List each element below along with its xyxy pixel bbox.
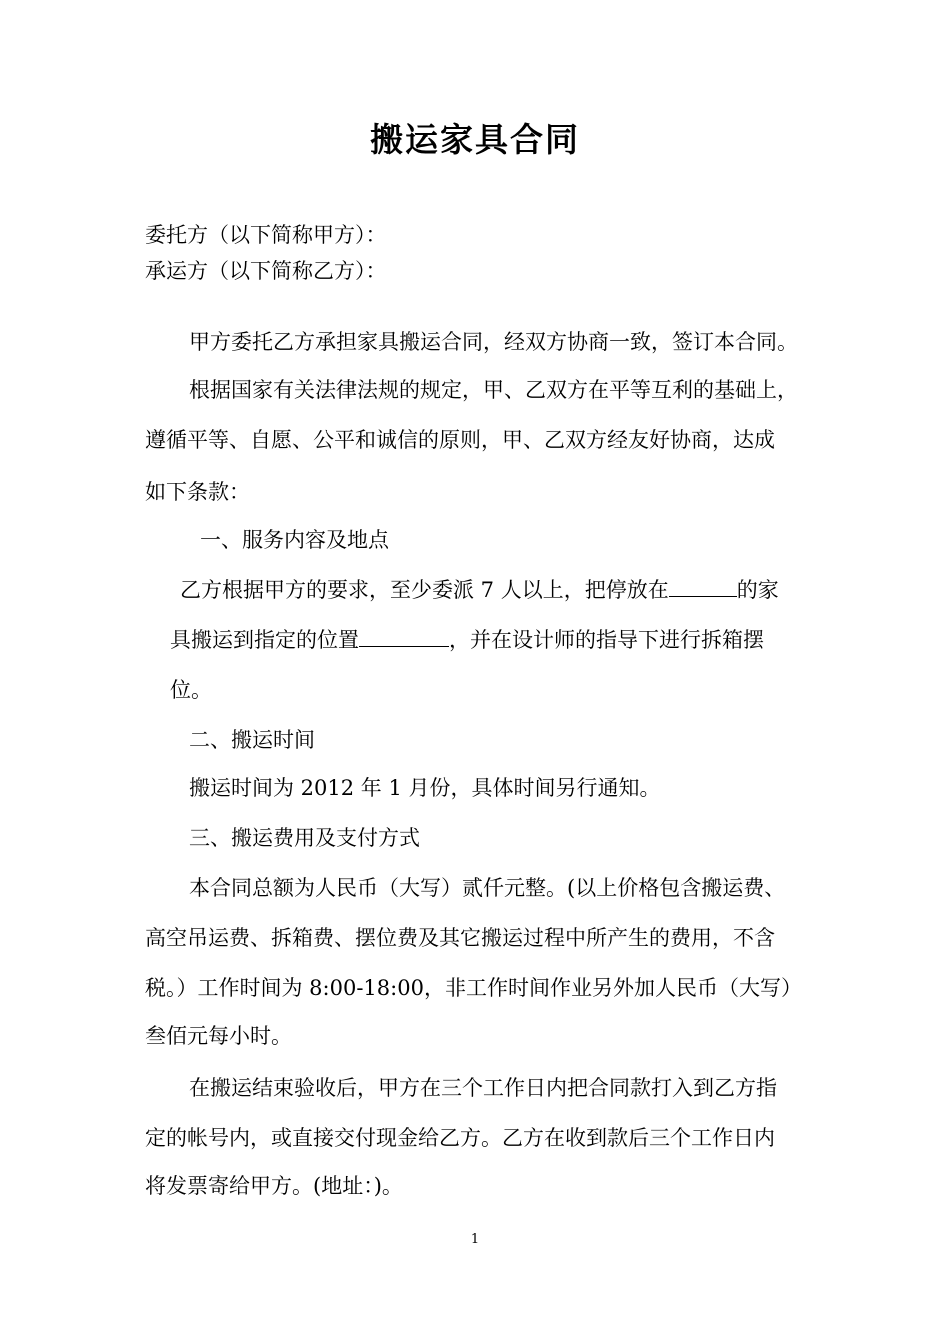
section-1-line-1-text-b: 的家 [736,578,779,602]
section-1-line-3: 位。 [170,678,212,702]
section-2-line-1: 搬运时间为 2012 年 1 月份，具体时间另行通知。 [189,776,661,800]
page-number: 1 [470,1232,480,1247]
payment-paragraph-line-2: 定的帐号内，或直接交付现金给乙方。乙方在收到款后三个工作日内 [145,1126,775,1150]
party-b-line: 承运方（以下简称乙方）： [145,259,387,283]
fee-paragraph-line-1: 本合同总额为人民币（大写）贰仟元整。(以上价格包含搬运费、 [189,876,786,900]
basis-paragraph-line-3: 如下条款： [145,480,250,504]
fee-paragraph-line-2: 高空吊运费、拆箱费、摆位费及其它搬运过程中所产生的费用，不含 [145,926,775,950]
section-1-line-2 [170,625,764,655]
intro-paragraph: 甲方委托乙方承担家具搬运合同，经双方协商一致，签订本合同。 [189,330,798,354]
section-1-heading: 一、服务内容及地点 [200,528,389,552]
payment-paragraph-line-3: 将发票寄给甲方。(地址：)。 [145,1174,403,1198]
destination-blank [359,645,449,647]
section-1-line-1 [180,575,779,605]
document-title: 搬运家具合同 [370,120,580,159]
section-2-heading: 二、搬运时间 [189,728,315,752]
fee-paragraph-line-3: 税。）工作时间为 8:00-18:00，非工作时间作业另外加人民币（大写） [145,976,802,1000]
section-1-line-1-text-a: 乙方根据甲方的要求，至少委派 7 人以上，把停放在 [180,578,669,602]
basis-paragraph-line-1: 根据国家有关法律法规的规定，甲、乙双方在平等互利的基础上， [189,378,798,402]
section-1-line-2-text-b: ，并在设计师的指导下进行拆箱摆 [449,628,764,652]
party-a-line: 委托方（以下简称甲方）： [145,223,387,247]
payment-paragraph-line-1: 在搬运结束验收后，甲方在三个工作日内把合同款打入到乙方指 [189,1076,777,1100]
section-3-heading: 三、搬运费用及支付方式 [189,826,420,850]
location-blank [669,595,737,597]
section-1-line-2-text-a: 具搬运到指定的位置 [170,628,359,652]
basis-paragraph-line-2: 遵循平等、自愿、公平和诚信的原则，甲、乙双方经友好协商，达成 [145,428,775,452]
fee-paragraph-line-4: 叁佰元每小时。 [145,1024,292,1048]
